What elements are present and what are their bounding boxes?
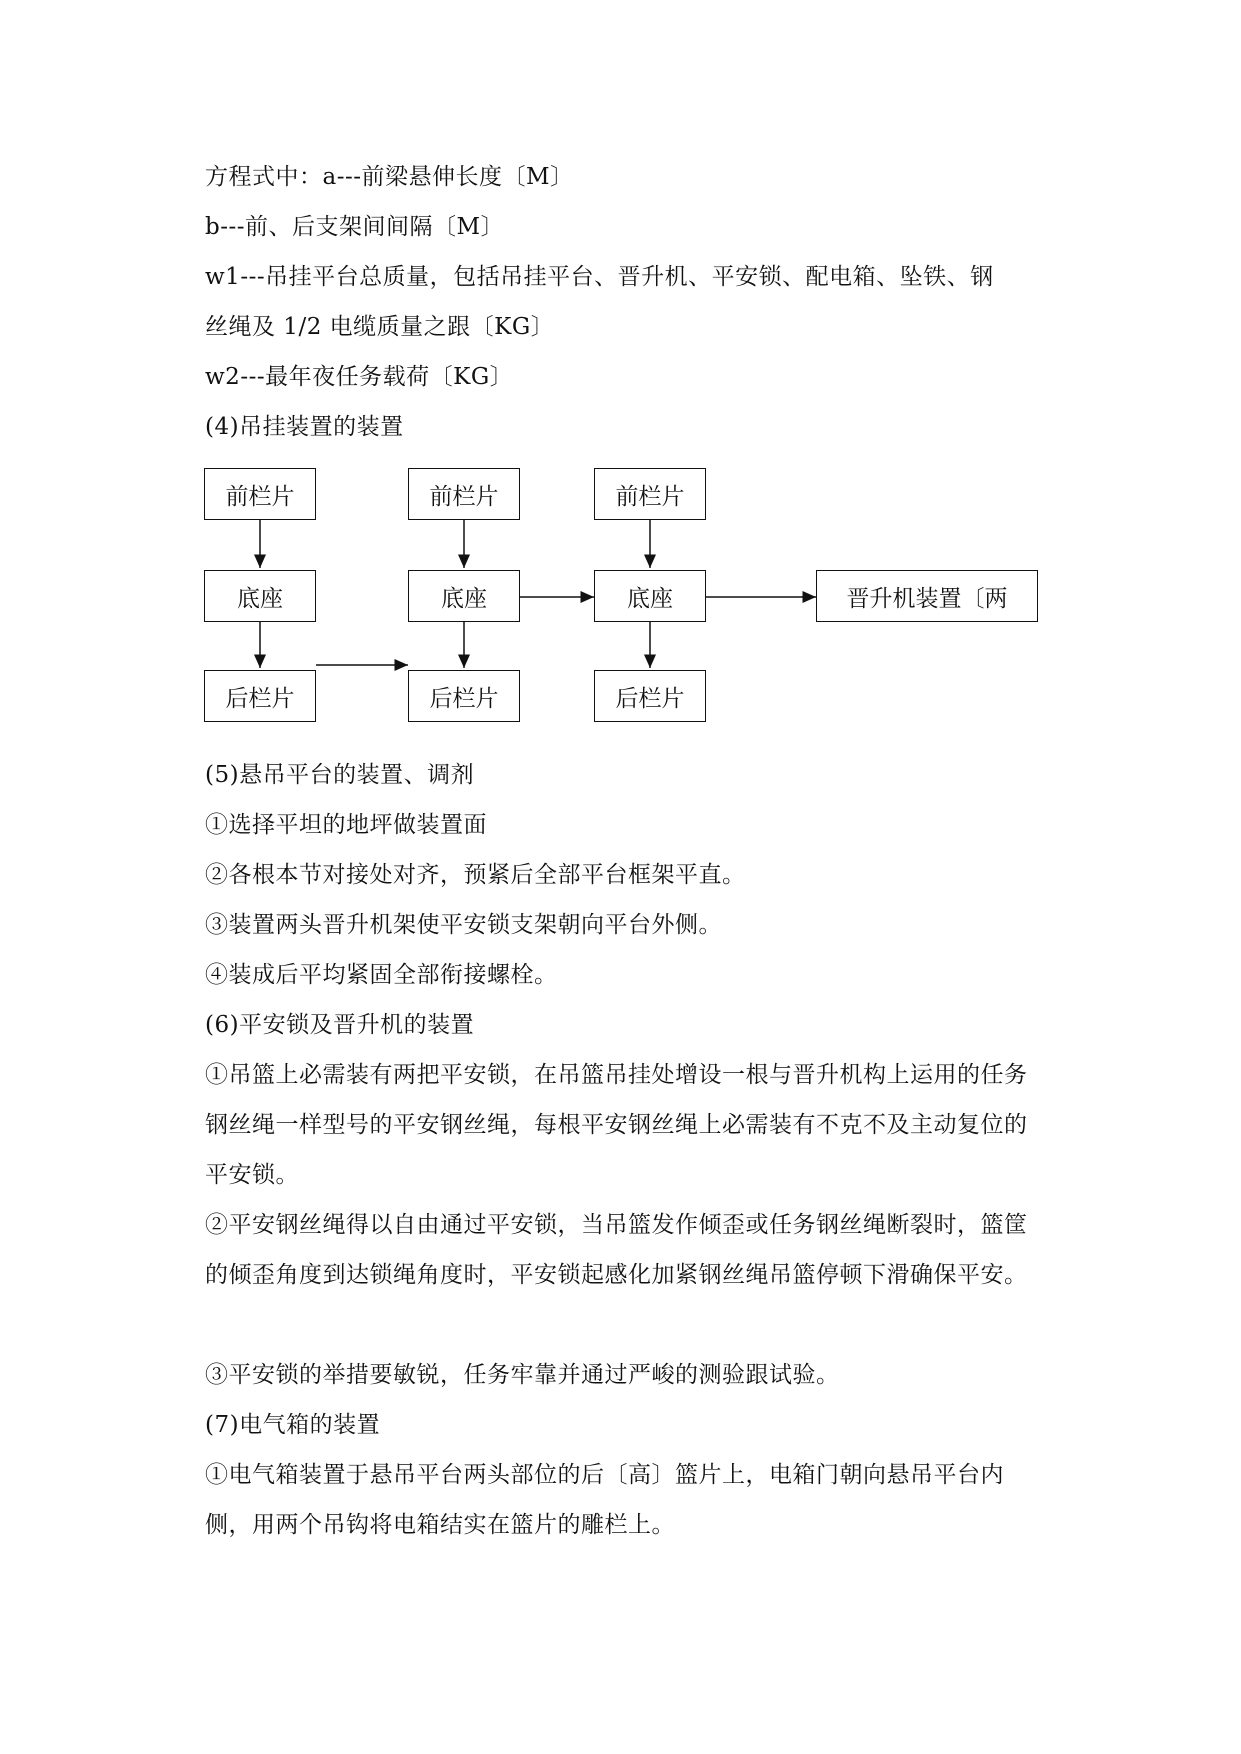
section-heading-7: (7)电气箱的装置 [205,1412,381,1438]
formula-legend-w2: w2---最年夜任务载荷〔KG〕 [205,364,514,390]
section-heading-5: (5)悬吊平台的装置、调剂 [205,762,475,788]
section-heading-6: (6)平安锁及晋升机的装置 [205,1012,475,1038]
rear-rail-box-1: 后栏片 [204,670,316,722]
formula-legend-w1-cont: 丝绳及 1/2 电缆质量之跟〔KG〕 [205,314,555,340]
step-5-2: ②各根本节对接处对齐，预紧后全部平台框架平直。 [205,862,746,888]
formula-legend-title: 方程式中：a---前梁悬伸长度〔M〕 [205,164,574,190]
step-7-1: ①电气箱装置于悬吊平台两头部位的后〔高〕篮片上，电箱门朝向悬吊平台内侧，用两个吊钩将电箱结实在篮片的雕栏上。 [205,1462,1004,1538]
rear-rail-box-2: 后栏片 [408,670,520,722]
hoist-install-box: 晋升机装置〔两 [816,570,1038,622]
step-5-3: ③装置两头晋升机架使平安锁支架朝向平台外侧。 [205,912,722,938]
front-rail-box-1: 前栏片 [204,468,316,520]
base-box-3: 底座 [594,570,706,622]
base-box-1: 底座 [204,570,316,622]
formula-legend-b: b---前、后支架间间隔〔M〕 [205,214,505,240]
step-6-3: ③平安锁的举措要敏锐，任务牢靠并通过严峻的测验跟试验。 [205,1362,840,1388]
front-rail-box-2: 前栏片 [408,468,520,520]
flow-arrows [0,0,1241,760]
step-6-1: ①吊篮上必需装有两把平安锁，在吊篮吊挂处增设一根与晋升机构上运用的任务钢丝绳一样型号的平安钢丝绳，每根平安钢丝绳上必需装有不克不及主动复位的平安锁。 [205,1062,1028,1188]
step-5-4: ④装成后平均紧固全部衔接螺栓。 [205,962,558,988]
formula-legend-w1: w1---吊挂平台总质量，包括吊挂平台、晋升机、平安锁、配电箱、坠铁、钢 [205,264,994,290]
step-5-1: ①选择平坦的地坪做装置面 [205,812,487,838]
front-rail-box-3: 前栏片 [594,468,706,520]
base-box-2: 底座 [408,570,520,622]
rear-rail-box-3: 后栏片 [594,670,706,722]
section-heading-4: (4)吊挂装置的装置 [205,414,404,440]
step-6-2: ②平安钢丝绳得以自由通过平安锁，当吊篮发作倾歪或任务钢丝绳断裂时，篮筐的倾歪角度到达锁绳角度时，平安锁起感化加紧钢丝绳吊篮停顿下滑确保平安。 [205,1212,1028,1288]
